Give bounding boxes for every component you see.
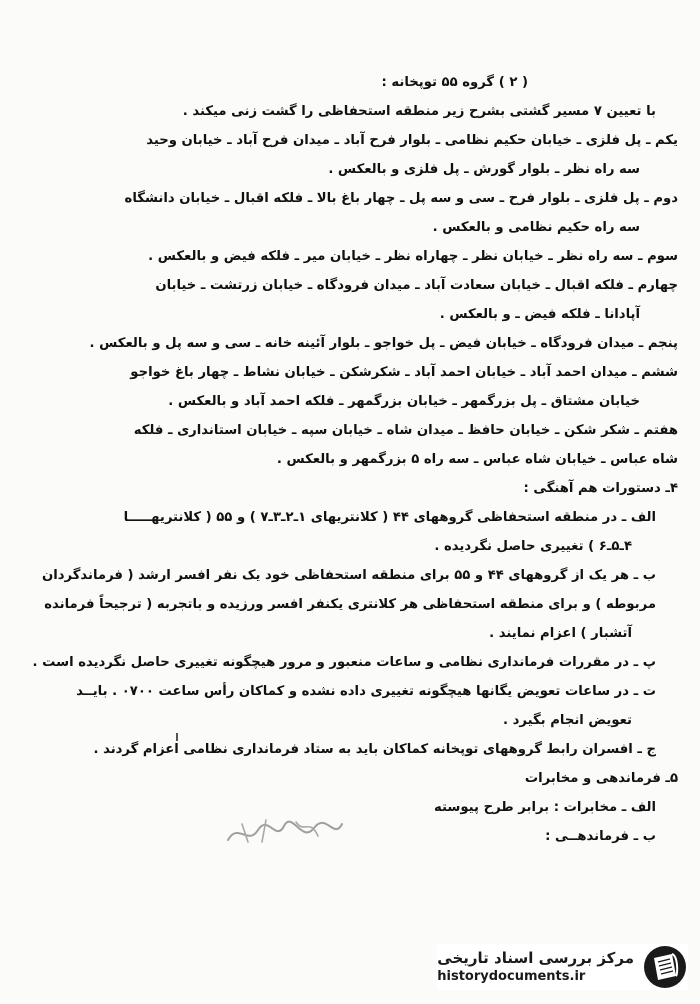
text-line: پنجم ـ میدان فرودگاه ـ خیابان فیض ـ پل خواجو ـ بلوار آئینه خانه ـ سی و سه پل و بالعکس . [89,336,678,351]
section-5-item: ب ـ فرماندهــی : [545,829,656,844]
section-4-title: ۴ـ دستورات هم آهنگی : [523,481,678,496]
section-4-item: مربوطه ) و برای منطقه استحفاظی هر کلانتری یکنفر افسر ورزیده و باتجربه ( ترجیحاً فرمانده [44,597,656,612]
section-4-item: ت ـ در ساعات تعویض یگانها هیچگونه تغییری داده نشده و کماکان رأس ساعت ۰۷۰۰ . بایــد [76,684,656,699]
text-line: خیابان مشتاق ـ پل بزرگمهر ـ خیابان بزرگمهر ـ فلکه احمد آباد و بالعکس . [168,394,640,409]
text-line: سوم ـ سه راه نظر ـ خیابان نظر ـ چهاراه نظر ـ خیابان میر ـ فلکه فیض و بالعکس . [148,249,678,264]
text-line: چهارم ـ فلکه اقبال ـ خیابان سعادت آباد ـ میدان فرودگاه ـ خیابان زرتشت ـ خیابان [155,278,678,293]
archive-scroll-icon [642,944,688,990]
text-line: آپادانا ـ فلکه فیض ـ و بالعکس . [439,307,640,322]
archive-url[interactable]: historydocuments.ir [437,969,586,984]
section-4-item: تعویض انجام بگیرد . [503,713,632,728]
document-body [16,68,678,851]
section-5-title: ۵ـ فرماندهی و مخابرات [524,771,678,786]
text-line: سه راه نظر ـ بلوار گورش ـ پل فلزی و بالعکس . [328,162,640,177]
margin-mark [176,733,184,741]
text-line: ششم ـ میدان احمد آباد ـ خیابان احمد آباد ـ شکرشکن ـ خیابان نشاط ـ چهار باغ خواجو [130,365,678,380]
archive-logo [437,944,688,990]
section-4-item: الف ـ در منطقه استحفاظی گروههای ۴۴ ( کلانتریهای ۱ـ۲ـ۳ـ۷ ) و ۵۵ ( کلانتریهـــــا [123,510,656,525]
text-line: یکم ـ پل فلزی ـ خیابان حکیم نظامی ـ بلوار فرح آباد ـ میدان فرح آباد ـ خیابان وحید [146,133,678,148]
archive-title: مرکز بررسی اسناد تاریخی [437,949,634,967]
handwritten-signature [218,812,348,852]
group-heading: ( ۲ ) گروه ۵۵ توپخانه : [381,75,528,90]
section-5-item: الف ـ مخابرات : برابر طرح پیوسته [434,800,656,815]
section-4-item: ج ـ افسران رابط گروههای توپخانه کماکان باید به ستاد فرمانداری نظامی اعزام گردند . [93,742,656,757]
section-4-item: پ ـ در مقررات فرمانداری نظامی و ساعات منعبور و مرور هیچگونه تغییری حاصل نگردیده است . [32,655,656,670]
section-4-item: ۴ـ۵ـ۶ ) تغییری حاصل نگردیده . [434,539,632,554]
text-line: هفتم ـ شکر شکن ـ خیابان حافظ ـ میدان شاه ـ خیابان سپه ـ خیابان استانداری ـ فلکه [133,423,678,438]
text-line: سه راه حکیم نظامی و بالعکس . [432,220,640,235]
text-line: دوم ـ پل فلزی ـ بلوار فرح ـ سی و سه پل ـ چهار باغ بالا ـ فلکه اقبال ـ خیابان دانشگاه [124,191,678,206]
text-line: شاه عباس ـ خیابان شاه عباس ـ سه راه ۵ بزرگمهر و بالعکس . [276,452,678,467]
text-line: با تعیین ۷ مسیر گشتی بشرح زیر منطقه استحفاظی را گشت زنی میکند . [182,104,656,119]
section-4-item: آتشبار ) اعزام نمایند . [489,626,632,641]
section-4-item: ب ـ هر یک از گروههای ۴۴ و ۵۵ برای منطقه استحفاظی خود یک نفر افسر ارشد ( فرماندگردان [41,568,656,583]
